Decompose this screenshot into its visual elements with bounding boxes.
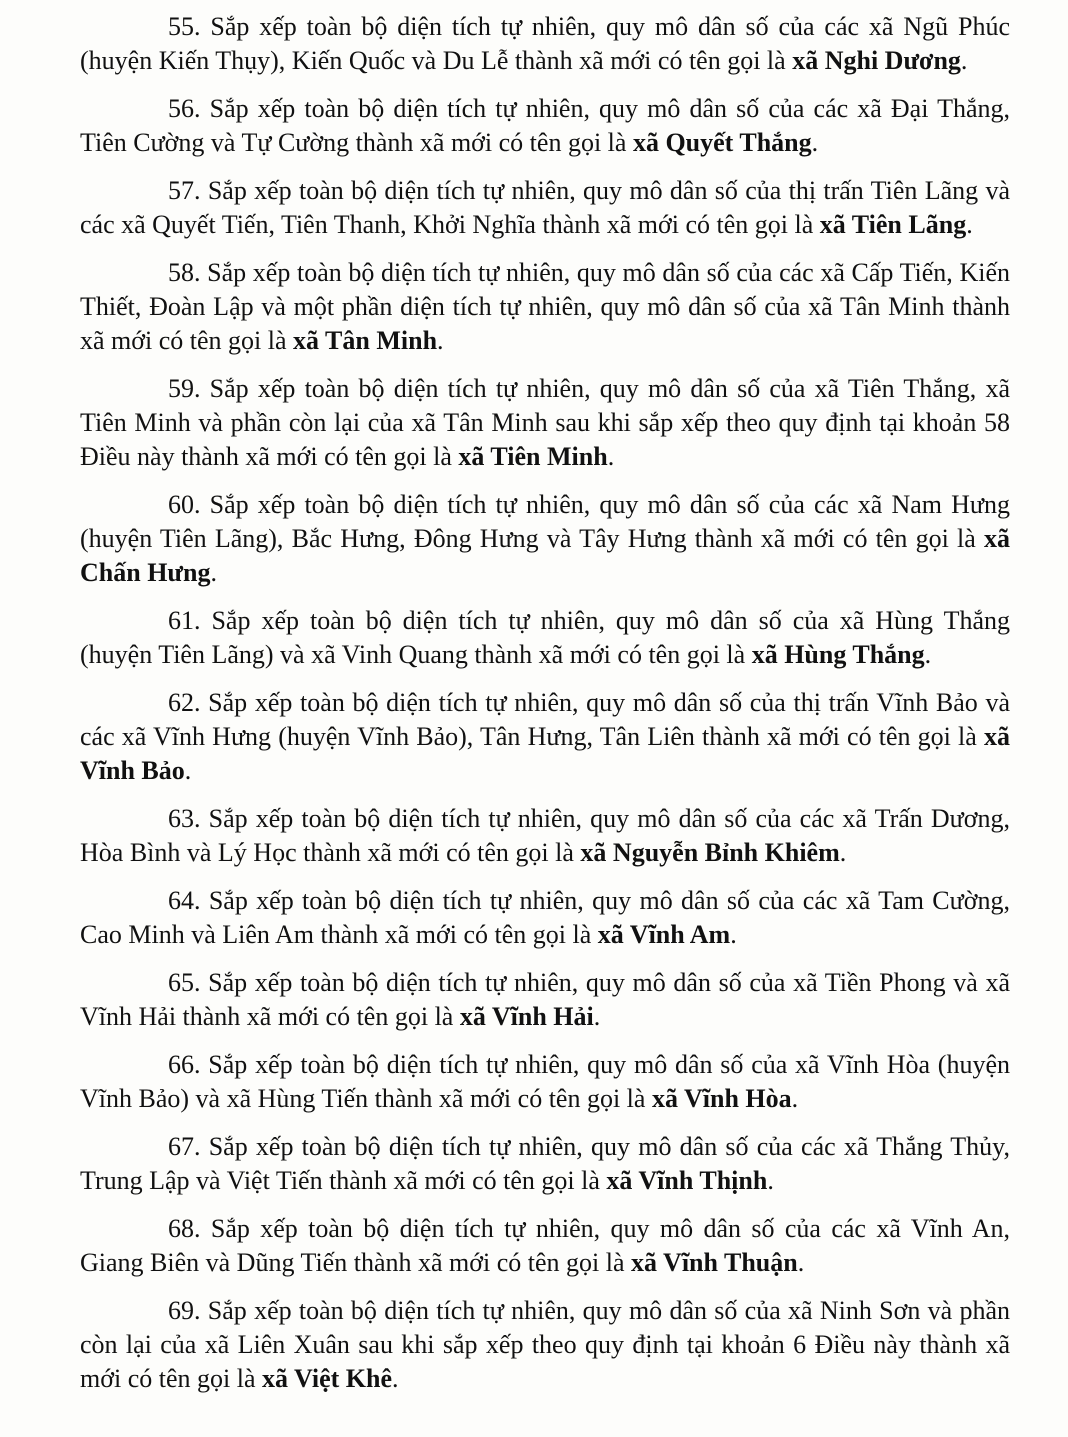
- clause-58: [80, 256, 1010, 358]
- clause-text: 66. Sắp xếp toàn bộ diện tích tự nhiên, quy mô dân số của xã Vĩnh Hòa (huyện Vĩnh Bảo) và xã Hùng Tiến thành xã mới có tên gọi là: [80, 1050, 1010, 1113]
- clause-57: [80, 174, 1010, 242]
- commune-name: xã Nghi Dương: [792, 46, 961, 75]
- commune-name: xã Tiên Lãng: [819, 210, 967, 239]
- clause-end: .: [437, 326, 444, 355]
- clause-end: .: [791, 1084, 799, 1113]
- clause-end: .: [797, 1248, 805, 1277]
- clause-55: [80, 10, 1010, 78]
- commune-name: xã Vĩnh Thuận: [631, 1248, 798, 1277]
- clause-61: [80, 604, 1010, 672]
- clause-text: 65. Sắp xếp toàn bộ diện tích tự nhiên, quy mô dân số của xã Tiền Phong và xã Vĩnh Hải thành xã mới có tên gọi là: [80, 968, 1010, 1031]
- clause-56: [80, 92, 1010, 160]
- clause-59: [80, 372, 1010, 474]
- commune-name: xã Tiên Minh: [458, 442, 608, 471]
- clause-text: 61. Sắp xếp toàn bộ diện tích tự nhiên, quy mô dân số của xã Hùng Thắng (huyện Tiên Lãng) và xã Vinh Quang thành xã mới có tên gọi là: [80, 606, 1010, 669]
- clause-end: .: [593, 1002, 601, 1031]
- clause-text: 57. Sắp xếp toàn bộ diện tích tự nhiên, quy mô dân số của thị trấn Tiên Lãng và các xã Quyết Tiến, Tiên Thanh, Khởi Nghĩa thành xã mới có tên gọi là: [80, 176, 1010, 239]
- clause-text: 64. Sắp xếp toàn bộ diện tích tự nhiên, quy mô dân số của các xã Tam Cường, Cao Minh và Liên Am thành xã mới có tên gọi là: [80, 886, 1010, 949]
- clause-66: [80, 1048, 1010, 1116]
- commune-name: xã Vĩnh Bảo: [80, 722, 1010, 785]
- clause-end: .: [811, 128, 819, 157]
- clause-text: 60. Sắp xếp toàn bộ diện tích tự nhiên, quy mô dân số của các xã Nam Hưng (huyện Tiên Lãng), Bắc Hưng, Đông Hưng và Tây Hưng thành xã mới có tên gọi là: [80, 490, 1010, 553]
- clause-text: 59. Sắp xếp toàn bộ diện tích tự nhiên, quy mô dân số của xã Tiên Thắng, xã Tiên Minh và phần còn lại của xã Tân Minh sau khi sắp xếp theo quy định tại khoản 58 Điều này thành xã mới có tên gọi là: [80, 374, 1010, 471]
- clause-text: 67. Sắp xếp toàn bộ diện tích tự nhiên, quy mô dân số của các xã Thắng Thủy, Trung Lập và Việt Tiến thành xã mới có tên gọi là: [80, 1132, 1010, 1195]
- commune-name: xã Tân Minh: [293, 326, 438, 355]
- clause-60: [80, 488, 1010, 590]
- commune-name: xã Quyết Thắng: [632, 128, 812, 157]
- clause-end: .: [924, 640, 932, 669]
- clause-69: [80, 1294, 1010, 1396]
- commune-name: xã Vĩnh Thịnh: [606, 1166, 768, 1195]
- clause-end: .: [960, 46, 968, 75]
- clause-text: 68. Sắp xếp toàn bộ diện tích tự nhiên, quy mô dân số của các xã Vĩnh An, Giang Biên và Dũng Tiến thành xã mới có tên gọi là: [80, 1214, 1010, 1277]
- clause-68: [80, 1212, 1010, 1280]
- clause-63: [80, 802, 1010, 870]
- clause-end: .: [210, 558, 217, 587]
- commune-name: xã Nguyễn Bỉnh Khiêm: [580, 838, 840, 867]
- clause-65: [80, 966, 1010, 1034]
- clause-64: [80, 884, 1010, 952]
- clause-end: .: [184, 756, 192, 785]
- clause-end: .: [966, 210, 973, 239]
- clause-67: [80, 1130, 1010, 1198]
- clause-end: .: [392, 1364, 399, 1393]
- clause-end: .: [730, 920, 737, 949]
- clause-text: 69. Sắp xếp toàn bộ diện tích tự nhiên, quy mô dân số của xã Ninh Sơn và phần còn lại của xã Liên Xuân sau khi sắp xếp theo quy định tại khoản 6 Điều này thành xã mới có tên gọi là: [80, 1296, 1010, 1393]
- commune-name: xã Vĩnh Hòa: [651, 1084, 792, 1113]
- clause-end: .: [839, 838, 847, 867]
- clause-62: [80, 686, 1010, 788]
- clause-text: 55. Sắp xếp toàn bộ diện tích tự nhiên, quy mô dân số của các xã Ngũ Phúc (huyện Kiến Thụy), Kiến Quốc và Du Lễ thành xã mới có tên gọi là: [80, 12, 1010, 75]
- commune-name: xã Việt Khê: [262, 1364, 392, 1393]
- commune-name: xã Chấn Hưng: [80, 524, 1010, 587]
- clause-text: 56. Sắp xếp toàn bộ diện tích tự nhiên, quy mô dân số của các xã Đại Thắng, Tiên Cường và Tự Cường thành xã mới có tên gọi là: [80, 94, 1010, 157]
- commune-name: xã Hùng Thắng: [751, 640, 925, 669]
- clause-end: .: [767, 1166, 774, 1195]
- clause-end: .: [607, 442, 615, 471]
- clause-text: 63. Sắp xếp toàn bộ diện tích tự nhiên, quy mô dân số của các xã Trấn Dương, Hòa Bình và Lý Học thành xã mới có tên gọi là: [80, 804, 1010, 867]
- commune-name: xã Vĩnh Am: [597, 920, 731, 949]
- commune-name: xã Vĩnh Hải: [459, 1002, 594, 1031]
- clause-text: 58. Sắp xếp toàn bộ diện tích tự nhiên, quy mô dân số của các xã Cấp Tiến, Kiến Thiết, Đoàn Lập và một phần diện tích tự nhiên, quy mô dân số của xã Tân Minh thành xã mới có tên gọi là: [80, 258, 1010, 355]
- clause-text: 62. Sắp xếp toàn bộ diện tích tự nhiên, quy mô dân số của thị trấn Vĩnh Bảo và các xã Vĩnh Hưng (huyện Vĩnh Bảo), Tân Hưng, Tân Liên thành xã mới có tên gọi là: [80, 688, 1010, 751]
